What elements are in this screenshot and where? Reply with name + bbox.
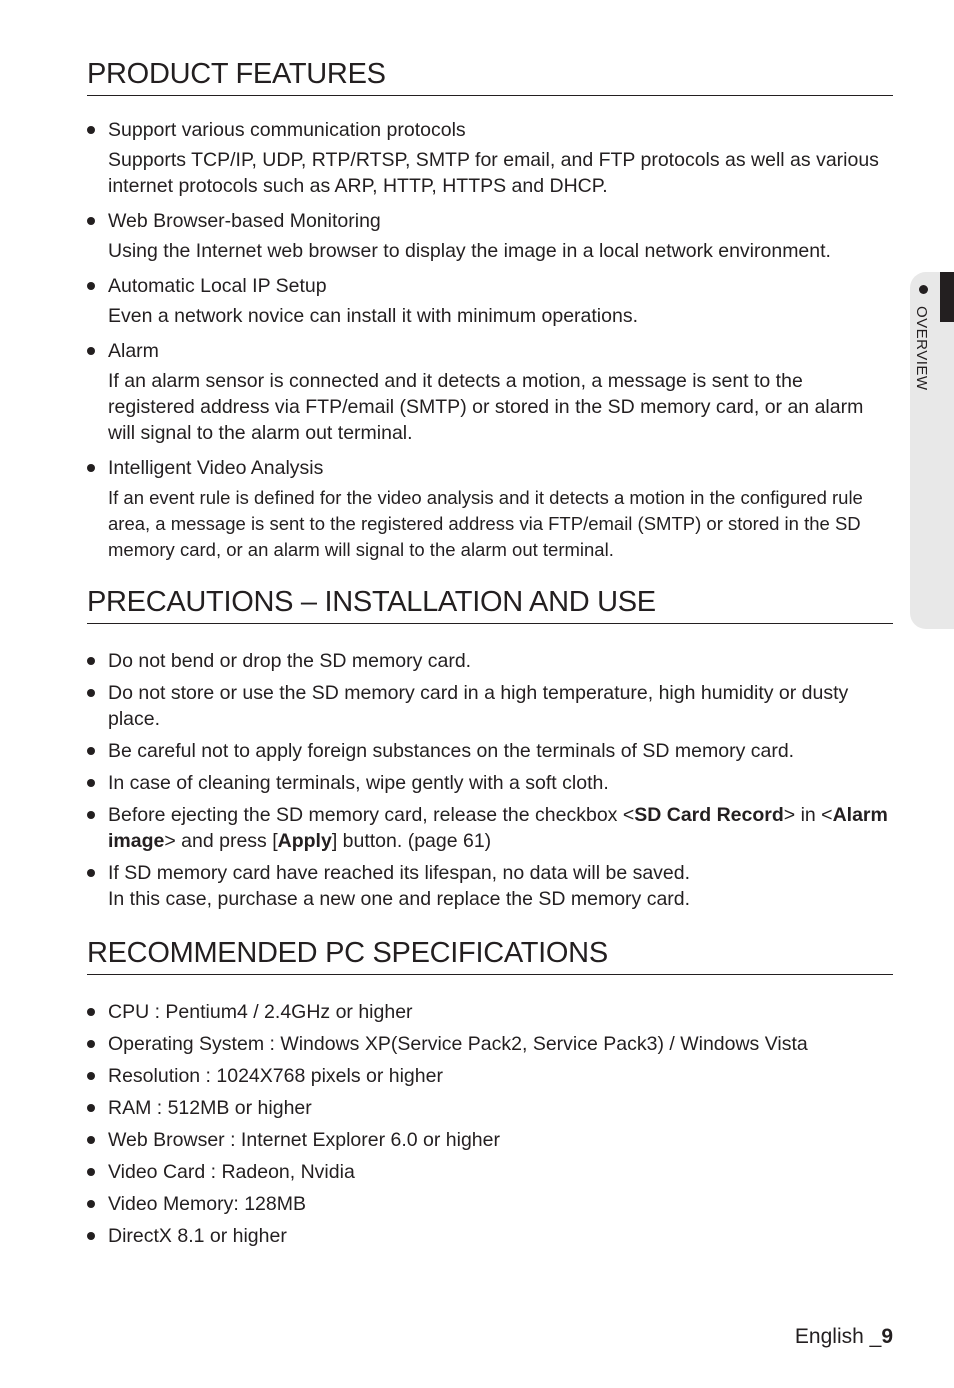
side-chapter-tab [910,272,954,629]
feature-heading: Alarm [108,340,159,362]
precautions-list [87,648,893,912]
bullet-icon [87,779,95,787]
list-item [87,1127,893,1153]
bullet-icon [87,657,95,665]
bullet-icon [87,689,95,697]
features-list [87,117,893,563]
bullet-icon [87,217,95,225]
list-item [87,1223,893,1249]
sd-card-record-label: SD Card Record [634,804,784,826]
list-item [87,1095,893,1121]
list-item [87,1191,893,1217]
list-item [87,1063,893,1089]
list-item-text: Video Card : Radeon, Nvidia [108,1161,355,1183]
bullet-icon [87,1040,95,1048]
lifespan-line-1: If SD memory card have reached its lifespan, no data will be saved. [108,862,691,884]
feature-item [87,455,893,563]
list-item-text: Operating System : Windows XP(Service Pack2, Service Pack3) / Windows Vista [108,1033,808,1055]
list-item-text: CPU : Pentium4 / 2.4GHz or higher [108,1001,413,1023]
bullet-icon [87,869,95,877]
feature-description: If an alarm sensor is connected and it detects a motion, a message is sent to the registered address via FTP/email (SMTP) or stored in the SD memory card, or an alarm will signal to the alarm out terminal. [108,370,864,444]
list-item-text [108,804,888,852]
product-features-section [87,56,893,563]
list-item-text: Video Memory: 128MB [108,1193,306,1215]
apply-label: Apply [277,830,332,852]
bullet-icon [87,1232,95,1240]
list-item-text: DirectX 8.1 or higher [108,1225,287,1247]
list-item [87,680,893,732]
side-tab-marker [940,272,954,322]
list-item-text [108,862,690,910]
bullet-icon [87,1008,95,1016]
precautions-section [87,584,893,912]
eject-text-3: > and press [ [164,830,278,852]
eject-text-1: Before ejecting the SD memory card, release the checkbox < [108,804,635,826]
list-item [87,999,893,1025]
list-item-text: Do not bend or drop the SD memory card. [108,650,472,672]
list-item [87,770,893,796]
list-item [87,648,893,674]
feature-description: Even a network novice can install it with minimum operations. [108,305,638,327]
bullet-icon [87,347,95,355]
bullet-icon [87,126,95,134]
feature-item [87,273,893,329]
section-title-features: PRODUCT FEATURES [87,56,893,96]
feature-item [87,208,893,264]
list-item-text: Resolution : 1024X768 pixels or higher [108,1065,443,1087]
bullet-icon [87,1200,95,1208]
list-item-text: Do not store or use the SD memory card in a high temperature, high humidity or dusty place. [108,682,849,730]
bullet-icon [87,811,95,819]
feature-item [87,117,893,199]
bullet-icon [87,1072,95,1080]
bullet-icon [87,1104,95,1112]
bullet-icon [87,1168,95,1176]
list-item-text: Be careful not to apply foreign substances on the terminals of SD memory card. [108,740,795,762]
bullet-icon [919,285,928,294]
list-item-text: RAM : 512MB or higher [108,1097,312,1119]
list-item-text: Web Browser : Internet Explorer 6.0 or higher [108,1129,500,1151]
side-tab-label: OVERVIEW [913,306,930,391]
feature-item [87,338,893,446]
list-item-text: In case of cleaning terminals, wipe gently with a soft cloth. [108,772,609,794]
feature-heading: Automatic Local IP Setup [108,275,327,297]
list-item [87,1159,893,1185]
bullet-icon [87,747,95,755]
feature-heading: Support various communication protocols [108,119,466,141]
page-number: 9 [881,1325,893,1348]
page-footer [795,1325,893,1349]
eject-text-2: > in < [783,804,833,826]
bullet-icon [87,1136,95,1144]
footer-language: English _ [794,1325,882,1348]
list-item [87,860,893,912]
bullet-icon [87,282,95,290]
page-content [87,56,893,1255]
alarm-image-label: Alarm image [108,804,888,852]
section-title-specs: RECOMMENDED PC SPECIFICATIONS [87,935,893,975]
feature-description: Using the Internet web browser to display the image in a local network environment. [108,240,831,262]
bullet-icon [87,464,95,472]
list-item [87,738,893,764]
feature-description: If an event rule is defined for the video analysis and it detects a motion in the configured rule area, a message is sent to the registered address via FTP/email (SMTP) or stored in the SD memory card, or an alarm will signal to the alarm out terminal. [108,487,863,560]
list-item [87,802,893,854]
section-title-precautions: PRECAUTIONS – INSTALLATION AND USE [87,584,893,624]
list-item [87,1031,893,1057]
feature-heading: Web Browser-based Monitoring [108,210,381,232]
feature-heading: Intelligent Video Analysis [108,457,324,479]
specs-list [87,999,893,1249]
feature-description: Supports TCP/IP, UDP, RTP/RTSP, SMTP for email, and FTP protocols as well as various internet protocols such as ARP, HTTP, HTTPS and DHCP. [108,149,879,197]
eject-text-4: ] button. (page 61) [331,830,492,852]
pc-specs-section [87,935,893,1249]
lifespan-line-2: In this case, purchase a new one and replace the SD memory card. [108,888,691,910]
